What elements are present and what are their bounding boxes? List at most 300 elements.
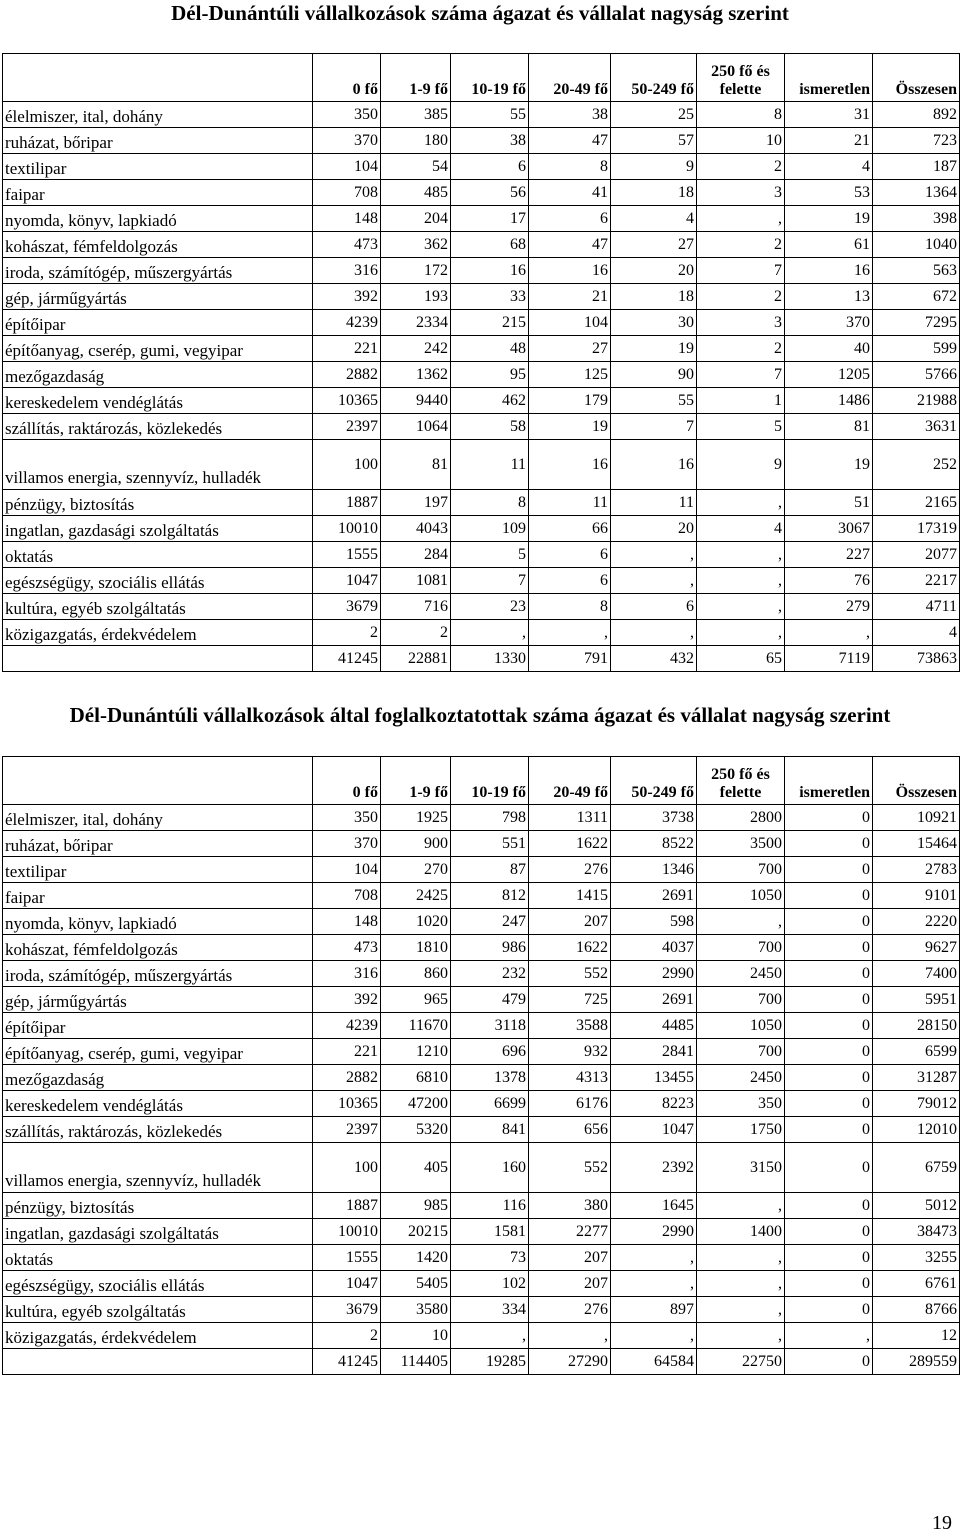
table-row (3, 1065, 960, 1091)
table-cell: 1050 (697, 1013, 785, 1039)
table-cell: 8223 (611, 1091, 697, 1117)
table-cell: 28150 (873, 1013, 960, 1039)
table-cell: 5 (451, 542, 529, 568)
table-cell: , (697, 1245, 785, 1271)
table-cell: 20 (611, 516, 697, 542)
row-label: kereskedelem vendéglátás (3, 1091, 313, 1117)
table-row (3, 388, 960, 414)
table-cell: 7400 (873, 961, 960, 987)
table-cell: 57 (611, 128, 697, 154)
table-row (3, 594, 960, 620)
table-cell: 53 (785, 180, 873, 206)
table-row (3, 1039, 960, 1065)
table-cell: 10 (381, 1323, 451, 1349)
row-label: ingatlan, gazdasági szolgáltatás (3, 516, 313, 542)
table-cell: 362 (381, 232, 451, 258)
table-cell: 1311 (529, 805, 611, 831)
table-cell: 791 (529, 646, 611, 672)
table-cell: 0 (785, 935, 873, 961)
table-cell: 6699 (451, 1091, 529, 1117)
table-cell: 227 (785, 542, 873, 568)
row-label: gép, járműgyártás (3, 987, 313, 1013)
table-cell: 27 (611, 232, 697, 258)
table-row (3, 1245, 960, 1271)
table-cell: 380 (529, 1193, 611, 1219)
table-cell: 47 (529, 232, 611, 258)
table-cell: 334 (451, 1297, 529, 1323)
table-cell: 2 (697, 154, 785, 180)
table-cell: 1364 (873, 180, 960, 206)
table-cell: 5 (697, 414, 785, 440)
table-cell: 723 (873, 128, 960, 154)
column-header (3, 757, 313, 805)
row-label: iroda, számítógép, műszergyártás (3, 258, 313, 284)
row-label: kohászat, fémfeldolgozás (3, 232, 313, 258)
header-row (3, 54, 960, 102)
row-label: textilipar (3, 857, 313, 883)
table-cell: 2450 (697, 1065, 785, 1091)
table-cell: 0 (785, 1193, 873, 1219)
table-cell: 985 (381, 1193, 451, 1219)
table-cell: 3067 (785, 516, 873, 542)
table-cell: 102 (451, 1271, 529, 1297)
table-cell: 17319 (873, 516, 960, 542)
table-cell: , (611, 1245, 697, 1271)
table-cell: 860 (381, 961, 451, 987)
table-cell: , (611, 542, 697, 568)
table-cell: 700 (697, 857, 785, 883)
table-cell: 2783 (873, 857, 960, 883)
table-row (3, 568, 960, 594)
table-cell: 221 (313, 1039, 381, 1065)
table-cell: 3679 (313, 594, 381, 620)
table-cell: 1378 (451, 1065, 529, 1091)
table-cell: 10010 (313, 1219, 381, 1245)
table-cell: , (697, 909, 785, 935)
table-cell: 725 (529, 987, 611, 1013)
table-cell: 197 (381, 490, 451, 516)
column-header: 0 fő (313, 54, 381, 102)
table-cell: 4 (785, 154, 873, 180)
table-cell: 2990 (611, 1219, 697, 1245)
row-label: ruházat, bőripar (3, 831, 313, 857)
table-cell: 232 (451, 961, 529, 987)
table-cell: 104 (529, 310, 611, 336)
table-cell: 81 (785, 414, 873, 440)
table-cell: 114405 (381, 1349, 451, 1375)
table-cell: 180 (381, 128, 451, 154)
table-row (3, 1013, 960, 1039)
table-cell: 2220 (873, 909, 960, 935)
table-cell: 4239 (313, 1013, 381, 1039)
row-label: mezőgazdaság (3, 362, 313, 388)
table-cell: , (785, 620, 873, 646)
table-cell: 1750 (697, 1117, 785, 1143)
table-cell: 5405 (381, 1271, 451, 1297)
table-cell: 1887 (313, 490, 381, 516)
table-cell: 1 (697, 388, 785, 414)
row-label: iroda, számítógép, műszergyártás (3, 961, 313, 987)
table-row (3, 206, 960, 232)
table-cell: 73 (451, 1245, 529, 1271)
table-cell: 31 (785, 102, 873, 128)
table-cell: 6176 (529, 1091, 611, 1117)
column-header: 250 fő és felette (697, 757, 785, 805)
table-cell: 0 (785, 1117, 873, 1143)
table-cell: 696 (451, 1039, 529, 1065)
table-cell: 2 (313, 1323, 381, 1349)
table-cell: 116 (451, 1193, 529, 1219)
table-cell: 11 (529, 490, 611, 516)
row-label: élelmiszer, ital, dohány (3, 805, 313, 831)
table-cell: 9 (611, 154, 697, 180)
table-cell: 4 (873, 620, 960, 646)
table-cell: 11 (451, 440, 529, 490)
table-cell: 1040 (873, 232, 960, 258)
table-cell: 2077 (873, 542, 960, 568)
table-cell: 392 (313, 284, 381, 310)
table-cell: 599 (873, 336, 960, 362)
row-label: építőanyag, cserép, gumi, vegyipar (3, 1039, 313, 1065)
table-cell: 0 (785, 1013, 873, 1039)
table-cell: 7 (451, 568, 529, 594)
table-row (3, 154, 960, 180)
table-cell: 398 (873, 206, 960, 232)
table-cell: 1400 (697, 1219, 785, 1245)
table-cell: 1622 (529, 831, 611, 857)
column-header: Összesen (873, 757, 960, 805)
column-header: 1-9 fő (381, 54, 451, 102)
table-cell: 109 (451, 516, 529, 542)
table-cell: 6 (451, 154, 529, 180)
table-cell: 2 (697, 336, 785, 362)
row-label: építőipar (3, 310, 313, 336)
table-cell: 0 (785, 831, 873, 857)
table-cell: 485 (381, 180, 451, 206)
table-cell: 289559 (873, 1349, 960, 1375)
row-label: közigazgatás, érdekvédelem (3, 620, 313, 646)
table-row (3, 1271, 960, 1297)
row-label: egészségügy, szociális ellátás (3, 568, 313, 594)
row-label: oktatás (3, 1245, 313, 1271)
table-cell: 56 (451, 180, 529, 206)
table-cell: 276 (529, 1297, 611, 1323)
table-row (3, 883, 960, 909)
table-cell: , (697, 568, 785, 594)
table-cell: 8 (451, 490, 529, 516)
table-row (3, 102, 960, 128)
table-cell: 13455 (611, 1065, 697, 1091)
table-cell: 2882 (313, 1065, 381, 1091)
column-header: 50-249 fő (611, 757, 697, 805)
row-label: faipar (3, 180, 313, 206)
table-cell: 9 (697, 440, 785, 490)
table-cell: , (451, 620, 529, 646)
table-cell: , (697, 490, 785, 516)
table-row (3, 232, 960, 258)
table-cell: 65 (697, 646, 785, 672)
table-cell: 55 (611, 388, 697, 414)
table-cell: 10921 (873, 805, 960, 831)
table-cell: 16 (529, 258, 611, 284)
table-cell: 6 (529, 568, 611, 594)
table-row (3, 258, 960, 284)
table-cell: 0 (785, 987, 873, 1013)
row-label: gép, járműgyártás (3, 284, 313, 310)
table-row (3, 620, 960, 646)
table-cell: 21988 (873, 388, 960, 414)
table-cell: 31287 (873, 1065, 960, 1091)
table-cell: 172 (381, 258, 451, 284)
table-cell: 0 (785, 1349, 873, 1375)
table-cell: 432 (611, 646, 697, 672)
table-cell: 1486 (785, 388, 873, 414)
table-cell: 3580 (381, 1297, 451, 1323)
table-cell: 6761 (873, 1271, 960, 1297)
table-cell: 6599 (873, 1039, 960, 1065)
column-header: 1-9 fő (381, 757, 451, 805)
table-cell: 708 (313, 180, 381, 206)
row-label: textilipar (3, 154, 313, 180)
table-cell: 25 (611, 102, 697, 128)
table-cell: 9440 (381, 388, 451, 414)
table-cell: 8766 (873, 1297, 960, 1323)
table-cell: 552 (529, 1143, 611, 1193)
table-cell: 1064 (381, 414, 451, 440)
table-cell: 8 (697, 102, 785, 128)
table-cell: 187 (873, 154, 960, 180)
table-row (3, 128, 960, 154)
table-cell: 812 (451, 883, 529, 909)
table-row (3, 935, 960, 961)
table-cell: 350 (313, 102, 381, 128)
table-cell: , (697, 206, 785, 232)
table-cell: 4 (611, 206, 697, 232)
table-cell: 392 (313, 987, 381, 1013)
table-row (3, 284, 960, 310)
table-cell: 3150 (697, 1143, 785, 1193)
table-cell: 6759 (873, 1143, 960, 1193)
row-label: szállítás, raktározás, közlekedés (3, 1117, 313, 1143)
table-cell: 479 (451, 987, 529, 1013)
row-label: nyomda, könyv, lapkiadó (3, 909, 313, 935)
table-cell: 4711 (873, 594, 960, 620)
table-cell: 54 (381, 154, 451, 180)
table-cell: 5951 (873, 987, 960, 1013)
table-cell: 0 (785, 1143, 873, 1193)
table-cell: 215 (451, 310, 529, 336)
table-cell: 2 (697, 232, 785, 258)
column-header: 20-49 fő (529, 54, 611, 102)
table-cell: 18 (611, 180, 697, 206)
row-label (3, 1349, 313, 1375)
table-cell: 1047 (313, 1271, 381, 1297)
table-cell: 2691 (611, 987, 697, 1013)
table-row (3, 857, 960, 883)
table-cell: , (697, 1271, 785, 1297)
table-row (3, 987, 960, 1013)
table-cell: 61 (785, 232, 873, 258)
table-cell: , (697, 1323, 785, 1349)
table-cell: 3679 (313, 1297, 381, 1323)
table-cell: 6 (529, 206, 611, 232)
table-cell: 1555 (313, 1245, 381, 1271)
row-label: építőanyag, cserép, gumi, vegyipar (3, 336, 313, 362)
table-cell: 370 (785, 310, 873, 336)
table-cell: 1210 (381, 1039, 451, 1065)
table-cell: 18 (611, 284, 697, 310)
table-cell: 4239 (313, 310, 381, 336)
table-cell: 700 (697, 987, 785, 1013)
table-cell: 0 (785, 1245, 873, 1271)
table-cell: 2450 (697, 961, 785, 987)
table-cell: 2334 (381, 310, 451, 336)
table-cell: 0 (785, 1039, 873, 1065)
row-label: kultúra, egyéb szolgáltatás (3, 594, 313, 620)
table-cell: 16 (785, 258, 873, 284)
table-cell: 1887 (313, 1193, 381, 1219)
table-cell: 2277 (529, 1219, 611, 1245)
table-cell: 0 (785, 1271, 873, 1297)
row-label: faipar (3, 883, 313, 909)
table-cell: 7 (611, 414, 697, 440)
row-label: építőipar (3, 1013, 313, 1039)
table-cell: 462 (451, 388, 529, 414)
table-row (3, 516, 960, 542)
table-cell: 3738 (611, 805, 697, 831)
table-cell: , (611, 620, 697, 646)
table-cell: 7 (697, 362, 785, 388)
table-cell: 11670 (381, 1013, 451, 1039)
table-cell: 2397 (313, 414, 381, 440)
row-label: oktatás (3, 542, 313, 568)
table-cell: 22881 (381, 646, 451, 672)
table-cell: 12010 (873, 1117, 960, 1143)
table-cell: 242 (381, 336, 451, 362)
table-cell: 1047 (313, 568, 381, 594)
column-header: ismeretlen (785, 54, 873, 102)
table1-title: Dél-Dunántúli vállalkozások száma ágazat és vállalat nagyság szerint (171, 1, 789, 25)
table-cell: 27 (529, 336, 611, 362)
table-cell: 2165 (873, 490, 960, 516)
table-cell: 90 (611, 362, 697, 388)
column-header: 20-49 fő (529, 757, 611, 805)
table-cell: 700 (697, 1039, 785, 1065)
table-cell: 179 (529, 388, 611, 414)
row-label: ruházat, bőripar (3, 128, 313, 154)
table-cell: 40 (785, 336, 873, 362)
table-cell: 6810 (381, 1065, 451, 1091)
table-cell: 716 (381, 594, 451, 620)
column-header: 10-19 fő (451, 54, 529, 102)
table-cell: 1362 (381, 362, 451, 388)
table-cell: , (611, 1323, 697, 1349)
table-cell: 0 (785, 857, 873, 883)
table-cell: 6 (529, 542, 611, 568)
column-header: 0 fő (313, 757, 381, 805)
table-cell: 5012 (873, 1193, 960, 1219)
table-cell: 7 (697, 258, 785, 284)
table-cell: 656 (529, 1117, 611, 1143)
table-row (3, 440, 960, 490)
column-header: 10-19 fő (451, 757, 529, 805)
table-cell: , (451, 1323, 529, 1349)
table-cell: 10365 (313, 1091, 381, 1117)
table-cell: 552 (529, 961, 611, 987)
table-cell: 51 (785, 490, 873, 516)
table-cell: 1810 (381, 935, 451, 961)
table-row (3, 310, 960, 336)
table-cell: 10010 (313, 516, 381, 542)
table-cell: 21 (785, 128, 873, 154)
table-cell: 276 (529, 857, 611, 883)
table-cell: 16 (529, 440, 611, 490)
row-label: kultúra, egyéb szolgáltatás (3, 1297, 313, 1323)
table-row (3, 1143, 960, 1193)
table-cell: 12 (873, 1323, 960, 1349)
table-cell: 2425 (381, 883, 451, 909)
table-cell: 708 (313, 883, 381, 909)
table-cell: 125 (529, 362, 611, 388)
total-row (3, 1349, 960, 1375)
table-cell: 20215 (381, 1219, 451, 1245)
table-cell: 2 (381, 620, 451, 646)
table-cell: 1050 (697, 883, 785, 909)
table-cell: 47200 (381, 1091, 451, 1117)
table-cell: 1020 (381, 909, 451, 935)
table-cell: 798 (451, 805, 529, 831)
table-cell: 9627 (873, 935, 960, 961)
table-cell: 1555 (313, 542, 381, 568)
table-cell: 1346 (611, 857, 697, 883)
table-cell: 15464 (873, 831, 960, 857)
table-cell: 316 (313, 258, 381, 284)
table-row (3, 1193, 960, 1219)
row-label (3, 646, 313, 672)
row-label: élelmiszer, ital, dohány (3, 102, 313, 128)
table-cell: 9101 (873, 883, 960, 909)
table-cell: 17 (451, 206, 529, 232)
table-cell: 0 (785, 1219, 873, 1245)
table-cell: 100 (313, 1143, 381, 1193)
row-label: pénzügy, biztosítás (3, 490, 313, 516)
table-cell: 473 (313, 935, 381, 961)
table-cell: 350 (697, 1091, 785, 1117)
table-cell: 1415 (529, 883, 611, 909)
table-cell: 4485 (611, 1013, 697, 1039)
table-cell: 87 (451, 857, 529, 883)
column-header: 50-249 fő (611, 54, 697, 102)
table-cell: 0 (785, 1091, 873, 1117)
table-cell: 2882 (313, 362, 381, 388)
table-cell: 598 (611, 909, 697, 935)
table-cell: 16 (611, 440, 697, 490)
table-cell: 68 (451, 232, 529, 258)
table-cell: 3631 (873, 414, 960, 440)
column-header: 250 fő és felette (697, 54, 785, 102)
table-cell: 193 (381, 284, 451, 310)
table-cell: , (697, 542, 785, 568)
table-cell: 1081 (381, 568, 451, 594)
table-cell: 55 (451, 102, 529, 128)
table-cell: 13 (785, 284, 873, 310)
table-row (3, 805, 960, 831)
table-cell: 8 (529, 594, 611, 620)
table-cell: 160 (451, 1143, 529, 1193)
table-cell: 7295 (873, 310, 960, 336)
table-cell: 370 (313, 128, 381, 154)
table-cell: 0 (785, 1297, 873, 1323)
